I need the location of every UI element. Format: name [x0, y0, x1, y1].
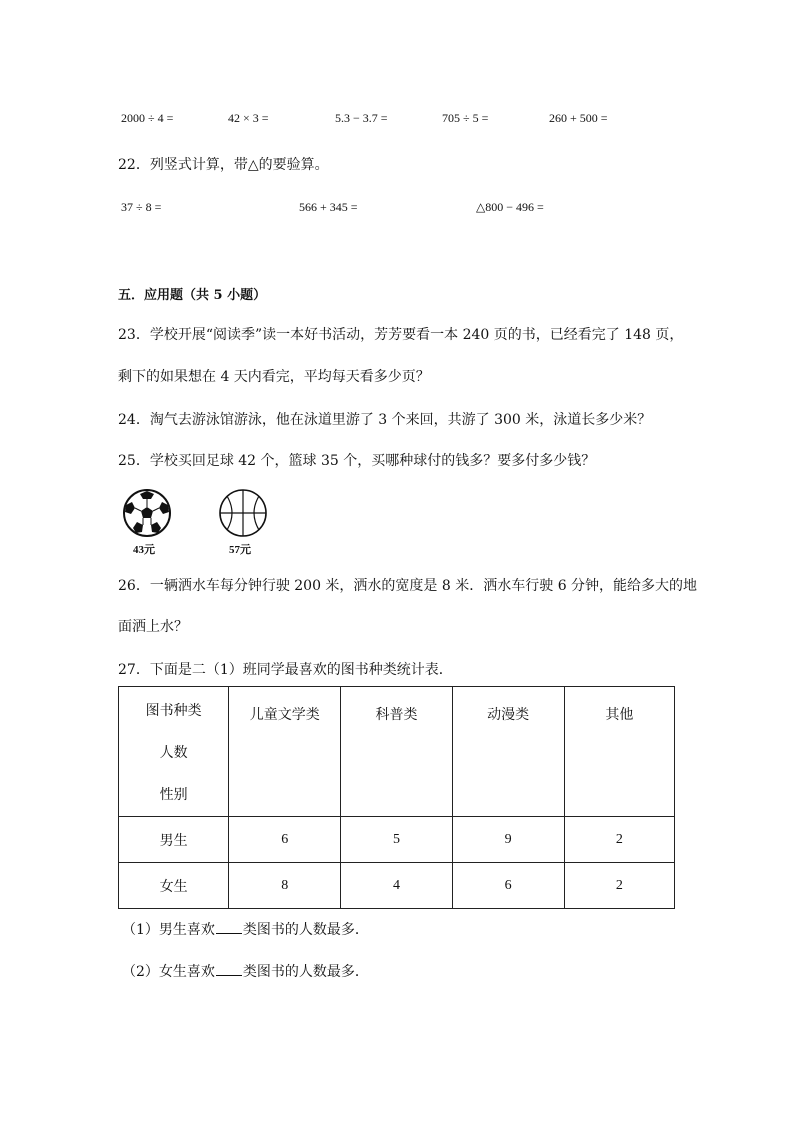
table-cell: 9: [452, 817, 564, 863]
basketball-price: 57元: [229, 544, 251, 556]
calc-item-4: 705 ÷ 5 =: [442, 111, 489, 125]
q27-sub1: [122, 919, 369, 939]
table-cell: 5: [341, 817, 452, 863]
q23-line2: 剩下的如果想在 4 天内看完，平均每天看多少页？: [118, 369, 430, 385]
q26-line2: 面洒上水？: [118, 619, 188, 635]
table-cell: 2: [564, 863, 674, 909]
column-header: 动漫类: [452, 687, 564, 817]
table-header-row: [119, 687, 675, 817]
table-cell: 6: [452, 863, 564, 909]
table-corner-cell: [119, 687, 229, 817]
header-count: 人数: [159, 745, 188, 761]
sub2-prefix: （2）女生喜欢: [122, 964, 215, 980]
answer-blank-2[interactable]: [216, 963, 242, 976]
table-cell: 8: [229, 863, 341, 909]
football-icon: [121, 488, 173, 538]
answer-blank-1[interactable]: [216, 921, 242, 934]
football-price: 43元: [133, 544, 155, 556]
q22-title: 22．列竖式计算，带△的要验算。: [118, 157, 329, 173]
row-label: 男生: [119, 817, 229, 863]
calc-item-1: 2000 ÷ 4 =: [121, 111, 174, 125]
table-cell: 6: [229, 817, 341, 863]
table-row: [119, 817, 675, 863]
q26-line1: 26．一辆洒水车每分钟行驶 200 米，洒水的宽度是 8 米．洒水车行驶 6 分钟，能给多大的地: [118, 578, 698, 594]
row-label: 女生: [119, 863, 229, 909]
q22-item-2: 566 + 345 =: [299, 200, 358, 214]
basketball-icon: [217, 488, 269, 538]
column-header: 科普类: [341, 687, 452, 817]
q25-text: 25．学校买回足球 42 个，篮球 35 个，买哪种球付的钱多？要多付多少钱？: [118, 453, 596, 469]
book-type-table: [118, 686, 675, 909]
sub2-suffix: 类图书的人数最多．: [242, 964, 369, 980]
header-gender: 性别: [159, 787, 188, 803]
sub1-prefix: （1）男生喜欢: [122, 922, 215, 938]
table-cell: 2: [564, 817, 674, 863]
calc-item-5: 260 + 500 =: [549, 111, 608, 125]
table-row: [119, 863, 675, 909]
q22-item-1: 37 ÷ 8 =: [121, 200, 162, 214]
column-header: 其他: [564, 687, 674, 817]
table-cell: 4: [341, 863, 452, 909]
q23-line1: 23．学校开展“阅读季”读一本好书活动，芳芳要看一本 240 页的书，已经看完了 148 页，: [118, 327, 684, 343]
calc-item-2: 42 × 3 =: [228, 111, 269, 125]
q27-title: 27．下面是二（1）班同学最喜欢的图书种类统计表．: [118, 662, 453, 678]
header-book-type: 图书种类: [145, 703, 202, 719]
sub1-suffix: 类图书的人数最多．: [242, 922, 369, 938]
q22-item-3: △800 − 496 =: [476, 200, 544, 214]
q24-text: 24．淘气去游泳馆游泳，他在泳道里游了 3 个来回，共游了 300 米，泳道长多少米？: [118, 412, 652, 428]
section-title: 五．应用题（共 5 小题）: [118, 288, 267, 303]
q27-sub2: [122, 961, 369, 981]
column-header: 儿童文学类: [229, 687, 341, 817]
calc-item-3: 5.3 − 3.7 =: [335, 111, 388, 125]
